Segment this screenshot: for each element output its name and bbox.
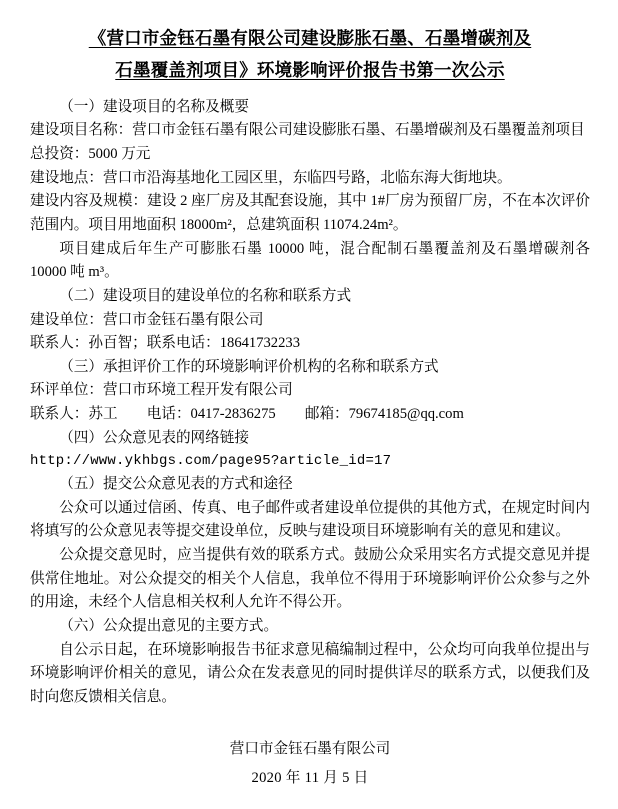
section-heading-3: （三）承担评价工作的环境影响评价机构的名称和联系方式 <box>59 358 439 375</box>
section-1-paragraph-5: 项目建成后年生产可膨胀石墨 10000 吨，混合配制石墨覆盖剂及石墨增碳剂各 10000 吨 m³。 <box>30 240 590 281</box>
section-heading-4: （四）公众意见表的网络链接 <box>59 429 249 446</box>
public-opinion-form-link[interactable]: http://www.ykhbgs.com/page95?article_id=17 <box>30 453 392 470</box>
section-heading-6: （六）公众提出意见的主要方式。 <box>59 617 279 634</box>
section-2-paragraph-2: 联系人：孙百智；联系电话：18641732233 <box>30 335 300 352</box>
title-line-1: 《营口市金钰石墨有限公司建设膨胀石墨、石墨增碳剂及 <box>88 28 532 48</box>
document-title <box>30 22 590 87</box>
section-3-paragraph-1: 环评单位：营口市环境工程开发有限公司 <box>30 382 293 399</box>
section-1-paragraph-1: 建设项目名称：营口市金钰石墨有限公司建设膨胀石墨、石墨增碳剂及石墨覆盖剂项目 <box>30 122 585 139</box>
signature-company: 营口市金钰石墨有限公司 <box>229 741 391 758</box>
title-line-2: 石墨覆盖剂项目》环境影响评价报告书第一次公示 <box>115 60 505 81</box>
signature-date: 2020 年 11 月 5 日 <box>251 769 369 786</box>
section-heading-5: （五）提交公众意见表的方式和途径 <box>59 476 293 493</box>
section-6-paragraph-1: 自公示日起，在环境影响报告书征求意见稿编制过程中，公众均可向我单位提出与环境影响评价相关的意见，请公众在发表意见的同时提供详尽的联系方式，以便我们及时向您反馈相关信息。 <box>30 641 590 705</box>
section-3-paragraph-2: 联系人：苏工 电话：0417-2836275 邮箱：79674185@qq.com <box>30 406 464 423</box>
section-5-paragraph-2: 公众提交意见时，应当提供有效的联系方式。鼓励公众采用实名方式提交意见并提供常住地址。对公众提交的相关个人信息，我单位不得用于环境影响评价公众参与之外的用途，未经个人信息相关权利人允许不得公开。 <box>30 546 590 611</box>
section-2-paragraph-1: 建设单位：营口市金钰石墨有限公司 <box>30 311 264 328</box>
section-5-paragraph-1: 公众可以通过信函、传真、电子邮件或者建设单位提供的其他方式，在规定时间内将填写的公众意见表等提交建设单位，反映与建设项目环境影响有关的意见和建议。 <box>30 499 590 540</box>
section-heading-1: （一）建设项目的名称及概要 <box>59 98 249 115</box>
section-1-paragraph-3: 建设地点：营口市沿海基地化工园区里，东临四号路，北临东海大街地块。 <box>30 169 512 186</box>
signature-block <box>30 735 590 792</box>
section-heading-2: （二）建设项目的建设单位的名称和联系方式 <box>59 287 352 304</box>
section-1-paragraph-2: 总投资：5000 万元 <box>30 146 151 163</box>
section-1-paragraph-4: 建设内容及规模：建设 2 座厂房及其配套设施，其中 1#厂房为预留厂房，不在本次评价范围内。项目用地面积 18000m²，总建筑面积 11074.24m²。 <box>30 193 590 233</box>
document-body <box>30 96 590 710</box>
